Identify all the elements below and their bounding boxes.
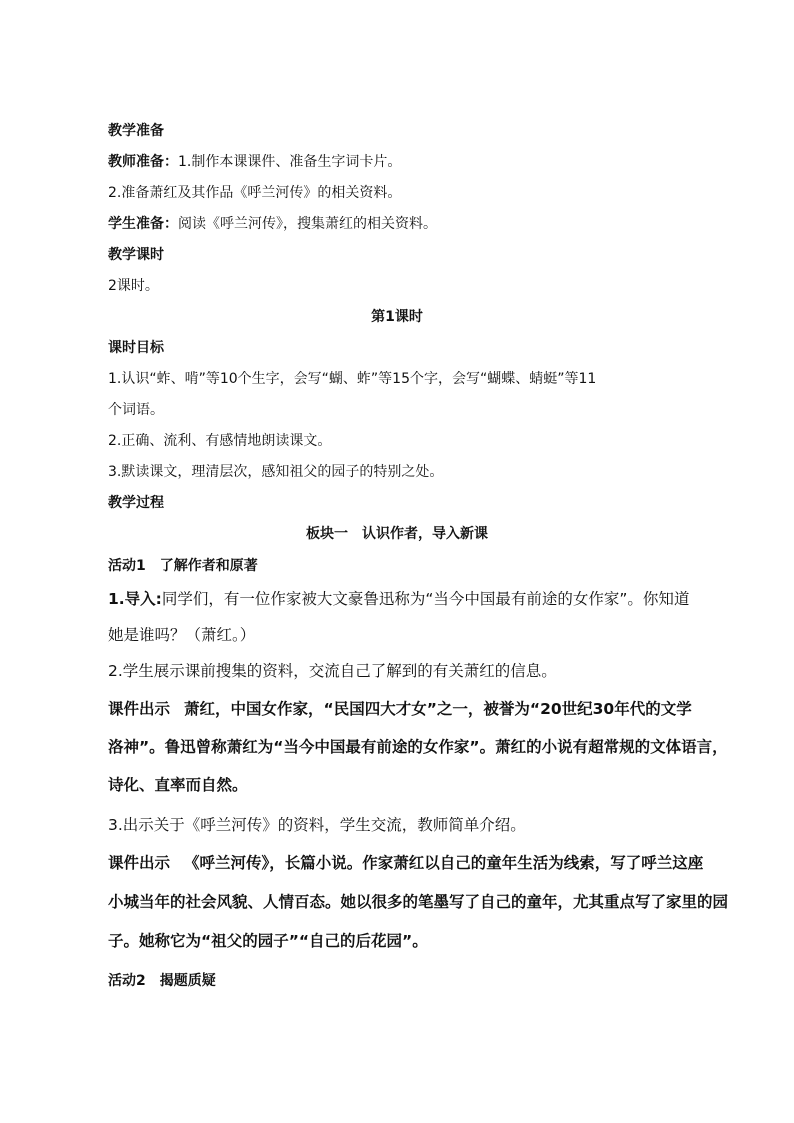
courseware-2-text: 《呼兰河传》，长篇小说。作家萧红以自己的童年生活为线索，写了呼兰这座 [184, 854, 704, 872]
teacher-prep-line [108, 152, 718, 172]
heading-teaching-prep: 教学准备 [108, 123, 164, 139]
heading-teaching-process: 教学过程 [108, 495, 164, 511]
courseware-1-line-3: 诗化、直率而自然。 [108, 776, 248, 794]
block-1-subtitle: 认识作者，导入新课 [362, 526, 488, 542]
courseware-2-label: 课件出示 [108, 854, 171, 872]
prep-item-2: 2.准备萧红及其作品《呼兰河传》的相关资料。 [108, 185, 402, 201]
courseware-1-label: 课件出示 [108, 700, 171, 718]
step-2: 2.学生展示课前搜集的资料，交流自己了解到的有关萧红的信息。 [108, 662, 557, 680]
goal-1-line-2: 个词语。 [108, 402, 164, 418]
block-1-heading [0, 524, 794, 544]
student-prep-line [108, 214, 718, 234]
activity-2-label: 活动2 [108, 973, 146, 989]
courseware-2-line-3: 子。她称它为“祖父的园子”“自己的后花园”。 [108, 932, 428, 950]
courseware-1-line-2: 洛神”。鲁迅曾称萧红为“当今中国最有前途的女作家”。萧红的小说有超常规的文体语言， [108, 738, 728, 756]
student-prep-text: 阅读《呼兰河传》，搜集萧红的相关资料。 [178, 216, 437, 232]
courseware-2-line-2: 小城当年的社会风貌、人情百态。她以很多的笔墨写了自己的童年，尤其重点写了家里的园 [108, 893, 729, 911]
teaching-hours-text: 2课时。 [108, 278, 159, 294]
activity-1-label: 活动1 [108, 558, 146, 574]
courseware-2-line-1 [108, 852, 718, 874]
heading-teaching-hours: 教学课时 [108, 247, 164, 263]
teacher-prep-label: 教师准备： [108, 154, 178, 170]
courseware-1-text: 萧红，中国女作家，“民国四大才女”之一，被誉为“20世纪30年代的文学 [184, 700, 692, 718]
courseware-1-line-1 [108, 698, 718, 720]
step-1-label: 1.导入: [108, 590, 162, 608]
step-1-text: 同学们，有一位作家被大文豪鲁迅称为“当今中国最有前途的女作家”。你知道 [161, 590, 690, 608]
student-prep-label: 学生准备： [108, 216, 178, 232]
block-1-label: 板块一 [306, 526, 348, 542]
heading-lesson-goals: 课时目标 [108, 340, 164, 356]
activity-2-title: 揭题质疑 [159, 973, 216, 989]
lesson-1-title: 第1课时 [371, 309, 423, 325]
goal-1-line-1: 1.认识“蚱、啃”等10个生字，会写“蝴、蚱”等15个字，会写“蝴蝶、蜻蜓”等11 [108, 371, 597, 387]
goal-3: 3.默读课文，理清层次，感知祖父的园子的特别之处。 [108, 464, 444, 480]
step-1-line-2: 她是谁吗？（萧红。） [108, 626, 256, 644]
activity-2-heading [108, 971, 718, 991]
step-3: 3.出示关于《呼兰河传》的资料，学生交流，教师简单介绍。 [108, 816, 526, 834]
activity-1-heading [108, 556, 718, 576]
teacher-prep-text: 1.制作本课课件、准备生字词卡片。 [178, 154, 402, 170]
activity-1-title: 了解作者和原著 [159, 558, 258, 574]
step-1-line-1 [108, 588, 718, 610]
goal-2: 2.正确、流利、有感情地朗读课文。 [108, 433, 332, 449]
